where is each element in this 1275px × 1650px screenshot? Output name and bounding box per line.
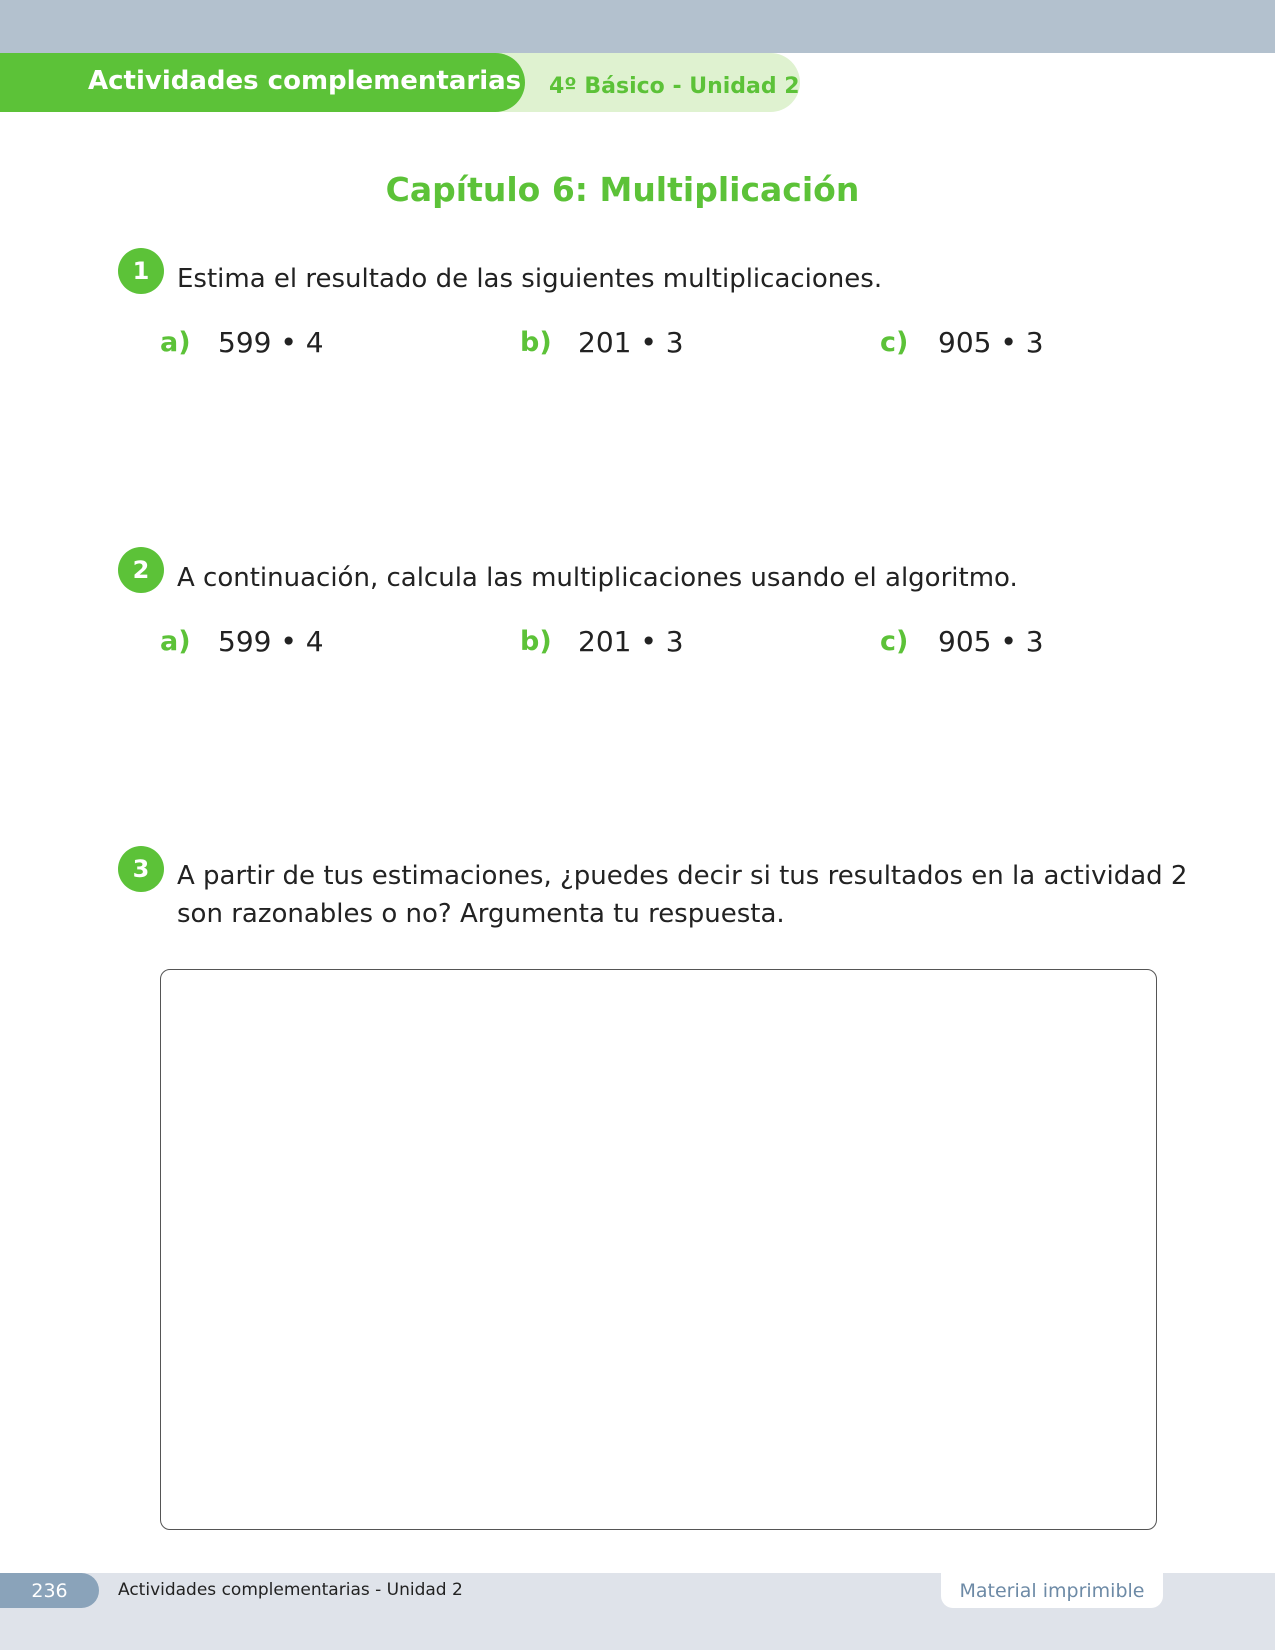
- item-expression: 201 • 3: [578, 625, 684, 658]
- question-number-2: 2: [118, 547, 164, 593]
- header-title: Actividades complementarias: [88, 66, 522, 96]
- item-expression: 599 • 4: [218, 326, 324, 359]
- top-bar: [0, 0, 1275, 53]
- header-subtitle: 4º Básico - Unidad 2: [549, 74, 800, 99]
- question-1-text: Estima el resultado de las siguientes multiplicaciones.: [177, 264, 883, 294]
- item-label: a): [160, 327, 191, 358]
- item-label: b): [520, 626, 552, 657]
- printable-material-tab: Material imprimible: [941, 1573, 1163, 1608]
- item-label: c): [880, 626, 909, 657]
- item-expression: 599 • 4: [218, 625, 324, 658]
- item-expression: 905 • 3: [938, 625, 1044, 658]
- item-expression: 201 • 3: [578, 326, 684, 359]
- question-2-text: A continuación, calcula las multiplicaciones usando el algoritmo.: [177, 563, 1018, 593]
- question-3-line-2: son razonables o no? Argumenta tu respuesta.: [177, 899, 785, 929]
- item-label: b): [520, 327, 552, 358]
- item-expression: 905 • 3: [938, 326, 1044, 359]
- chapter-title: Capítulo 6: Multiplicación: [385, 170, 860, 209]
- footer-text: Actividades complementarias - Unidad 2: [118, 1580, 463, 1600]
- question-3-line-1: A partir de tus estimaciones, ¿puedes decir si tus resultados en la actividad 2: [177, 861, 1188, 891]
- item-label: c): [880, 327, 909, 358]
- question-number-3: 3: [118, 846, 164, 892]
- page-number: 236: [0, 1573, 99, 1608]
- question-number-1: 1: [118, 248, 164, 294]
- answer-box[interactable]: [160, 969, 1157, 1530]
- item-label: a): [160, 626, 191, 657]
